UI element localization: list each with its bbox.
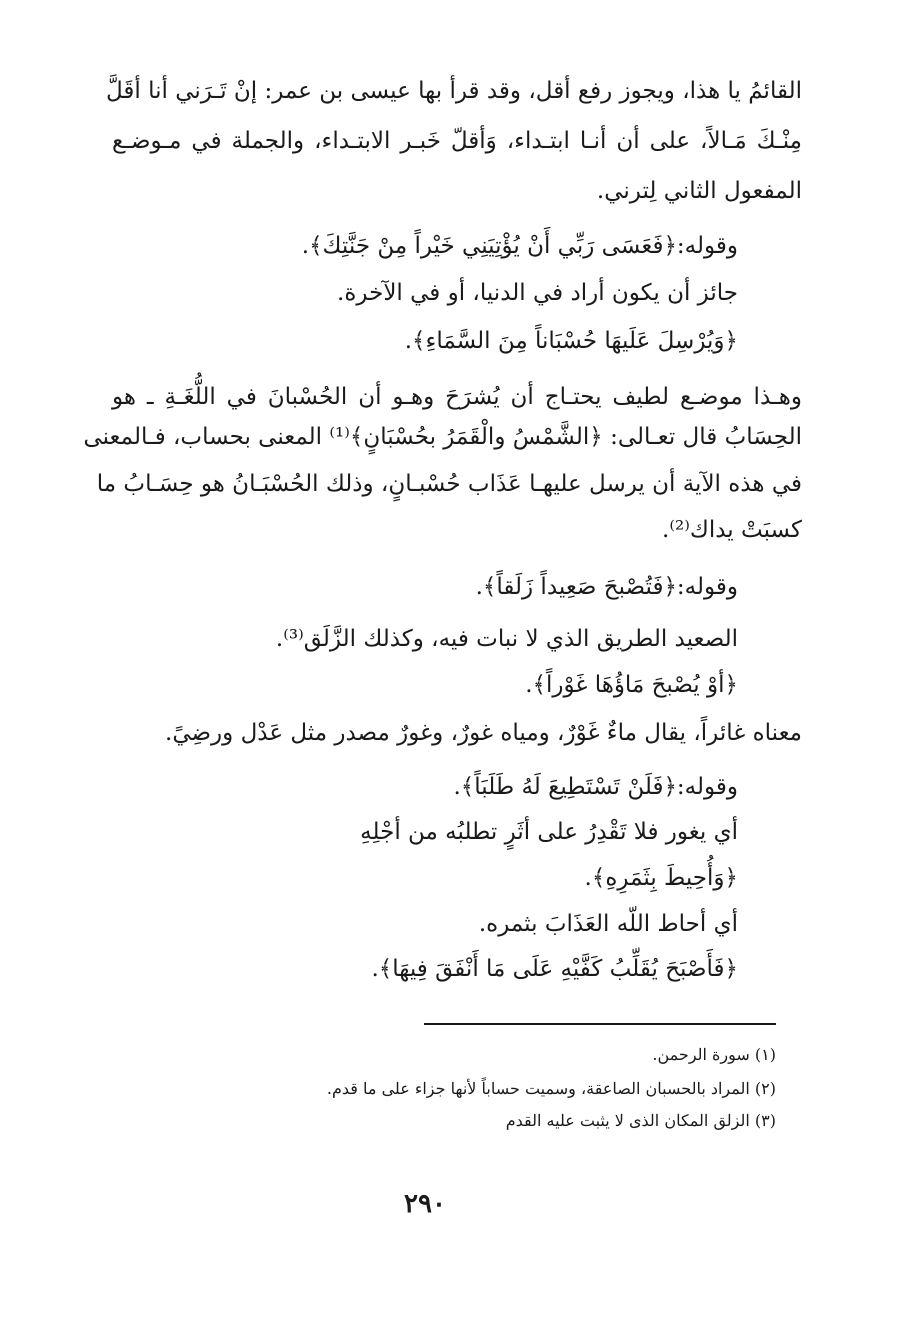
body-line: القائمُ يا هذا، ويجوز رفع أقل، وقد قرأ بها عيسى بن عمر: إنْ تَـرَني أنا أقَلَّ	[105, 78, 802, 104]
page-number: ٢٩٠	[404, 1189, 446, 1219]
body-line: جائز أن يكون أراد في الدنيا، أو في الآخرة.	[337, 280, 738, 306]
quran-verse-line: ﴿فَأَصْبَحَ يُقَلِّبُ كَفَّيْهِ عَلَى مَا أَنْفَقَ فِيهَا﴾.	[371, 956, 738, 982]
body-line: أي أحاط اللّه العَذَابَ بثمره.	[478, 911, 738, 937]
quran-verse-line: ﴿أوْ يُصْبحَ مَاؤُهَا غَوْراً﴾.	[525, 672, 738, 698]
quran-verse-line: ﴿وَيُرْسِلَ عَلَيهَا حُسْبَاناً مِنَ السَّمَاءِ﴾.	[404, 328, 738, 354]
body-line: كسبَتْ يداك⁽²⁾.	[662, 517, 802, 543]
quran-verse-line: وقوله:﴿فَعَسَى رَبِّي أَنْ يُؤْتِيَنِي خَيْراً مِنْ جَنَّتِكَ﴾.	[301, 233, 738, 259]
quran-verse-line: ﴿وَأُحِيطَ بِثَمَرِهِ﴾.	[584, 865, 738, 891]
body-line: وهـذا موضـع لطيف يحتـاج أن يُشرَحَ وهـو أن الحُسْبانَ في اللُّغَـةِ ـ هو	[112, 384, 802, 410]
quran-verse-line: وقوله:﴿فَتُصْبحَ صَعِيداً زَلَقاً﴾.	[475, 574, 738, 600]
body-line: الصعيد الطريق الذي لا نبات فيه، وكذلك الزَّلَق⁽³⁾.	[275, 626, 738, 652]
body-line: الحِسَابُ قال تعـالى: ﴿الشَّمْسُ والْقَمَرُ بحُسْبَانٍ﴾⁽¹⁾ المعنى بحساب، فـالمعنى	[83, 424, 802, 450]
footnote-separator	[424, 1023, 776, 1025]
footnote: (٢) المراد بالحسبان الصاعقة، وسميت حساباً لأنها جزاء على ما قدم.	[326, 1079, 776, 1098]
quran-verse-line: وقوله:﴿فَلَنْ تَسْتَطِيعَ لَهُ طَلَبَاً﴾.	[453, 774, 738, 800]
body-line: المفعول الثاني لِترني.	[596, 178, 802, 204]
footnote: (١) سورة الرحمن.	[652, 1045, 776, 1064]
body-line: أي يغور فلا تَقْدِرُ على أثَرٍ تطلبُه من أجْلِهِ	[360, 819, 738, 845]
body-line: مِنْـكَ مَـالاً، على أن أنـا ابتـداء، وَأقلّ خَبـر الابتـداء، والجملة في مـوضـع	[112, 128, 802, 154]
body-line: في هذه الآية أن يرسل عليهـا عَذَاب حُسْبـانٍ، وذلك الحُسْبَـانُ هو حِسَـابُ ما	[96, 471, 802, 497]
body-line: معناه غائراً، يقال ماءٌ غَوْرٌ، ومياه غورٌ، وغورٌ مصدر مثل عَدْل ورضِيً.	[165, 720, 802, 746]
footnote: (٣) الزلق المكان الذى لا يثبت عليه القدم	[505, 1111, 776, 1130]
